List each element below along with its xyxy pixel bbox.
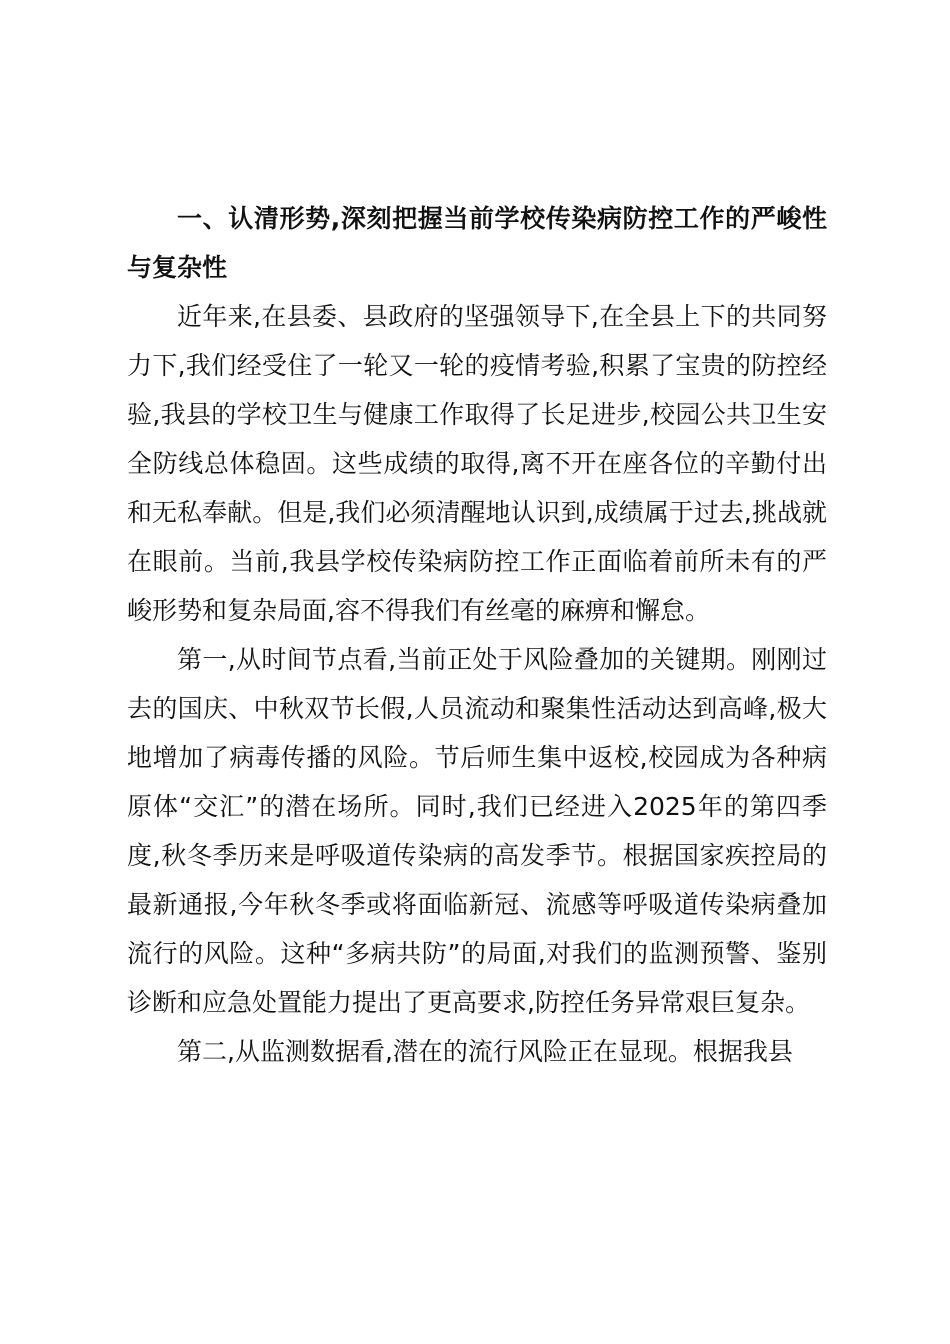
section-heading: 一、认清形势,深刻把握当前学校传染病防控工作的严峻性与复杂性 xyxy=(127,204,827,282)
paragraph-overview: 近年来,在县委、县政府的坚强领导下,在全县上下的共同努力下,我们经受住了一轮又一轮的疫情考验,积累了宝贵的防控经验,我县的学校卫生与健康工作取得了长足进步,校园公共卫生安全防线总体稳固。这些成绩的取得,离不开在座各位的辛勤付出和无私奉献。但是,我们必须清醒地认识到,成绩属于过去,挑战就在眼前。当前,我县学校传染病防控工作正面临着前所未有的严峻形势和复杂局面,容不得我们有丝毫的麻痹和懈怠。 xyxy=(127,302,827,625)
paragraph-first-point: 第一,从时间节点看,当前正处于风险叠加的关键期。刚刚过去的国庆、中秋双节长假,人员流动和聚集性活动达到高峰,极大地增加了病毒传播的风险。节后师生集中返校,校园成为各种病原体“交汇”的潜在场所。同时,我们已经进入2025年的第四季度,秋冬季历来是呼吸道传染病的高发季节。根据国家疾控局的最新通报,今年秋冬季或将面临新冠、流感等呼吸道传染病叠加流行的风险。这种“多病共防”的局面,对我们的监测预警、鉴别诊断和应急处置能力提出了更高要求,防控任务异常艰巨复杂。 xyxy=(127,645,827,1017)
paragraph-second-point: 第二,从监测数据看,潜在的流行风险正在显现。根据我县 xyxy=(177,1037,793,1066)
document-body xyxy=(127,194,827,1076)
